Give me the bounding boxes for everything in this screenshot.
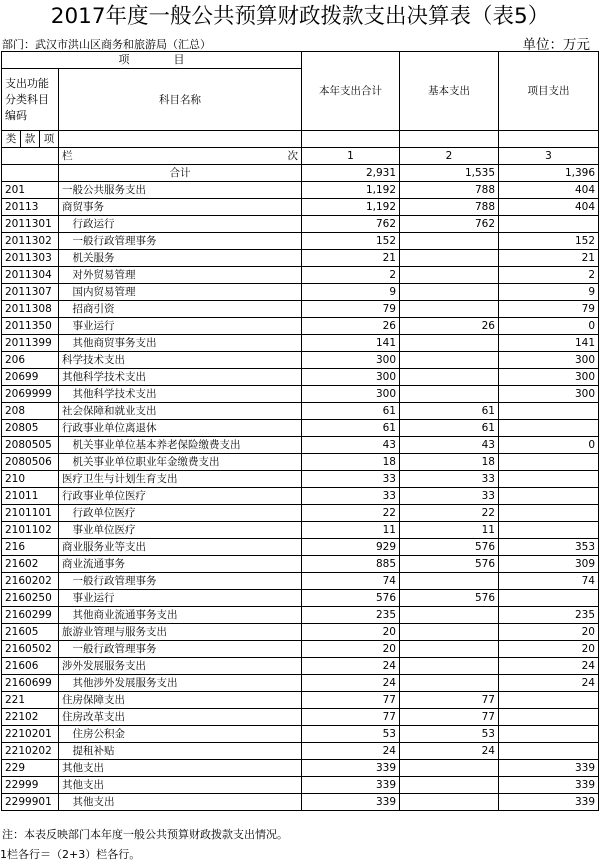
row-basic: [400, 267, 499, 284]
row-total: 22: [302, 505, 400, 522]
header-kuan: 款: [21, 131, 40, 148]
row-total: 235: [302, 607, 400, 624]
table-row: [2, 267, 599, 284]
row-project: 404: [499, 199, 599, 216]
row-name: 其他涉外发展服务支出: [59, 675, 302, 692]
row-name: 一般公共服务支出: [59, 182, 302, 199]
header-col3: 项目支出: [499, 52, 599, 131]
row-total: 33: [302, 488, 400, 505]
row-basic: 18: [400, 454, 499, 471]
row-total: 21: [302, 250, 400, 267]
row-project: 20: [499, 641, 599, 658]
header-spacer-3: [499, 131, 599, 148]
row-project: 300: [499, 369, 599, 386]
row-total: 929: [302, 539, 400, 556]
total-label: 合计: [59, 165, 302, 182]
row-basic: 43: [400, 437, 499, 454]
row-project: [499, 403, 599, 420]
table-row: [2, 199, 599, 216]
row-name: 住房保障支出: [59, 692, 302, 709]
row-code: 2011350: [2, 318, 59, 335]
row-project: 309: [499, 556, 599, 573]
row-code: 2011308: [2, 301, 59, 318]
row-project: 0: [499, 437, 599, 454]
header-lan-cell: [59, 148, 302, 165]
row-code: 2210201: [2, 726, 59, 743]
row-total: 300: [302, 386, 400, 403]
row-name: 其他科学技术支出: [59, 386, 302, 403]
row-project: [499, 454, 599, 471]
row-name: 事业单位医疗: [59, 522, 302, 539]
row-total: 18: [302, 454, 400, 471]
table-row: [2, 675, 599, 692]
header-spacer-2: [400, 131, 499, 148]
row-basic: 61: [400, 420, 499, 437]
row-code: 2011399: [2, 335, 59, 352]
table-row: [2, 318, 599, 335]
row-project: [499, 216, 599, 233]
row-code: 208: [2, 403, 59, 420]
row-total: 300: [302, 352, 400, 369]
row-project: [499, 692, 599, 709]
row-name: 一般行政管理事务: [59, 641, 302, 658]
row-basic: 77: [400, 692, 499, 709]
row-basic: 26: [400, 318, 499, 335]
row-project: 152: [499, 233, 599, 250]
row-total: 20: [302, 641, 400, 658]
row-total: 77: [302, 709, 400, 726]
row-project: 353: [499, 539, 599, 556]
table-row: [2, 692, 599, 709]
header-n2: 2: [400, 148, 499, 165]
row-total: 24: [302, 658, 400, 675]
total-code: [2, 165, 59, 182]
row-basic: [400, 624, 499, 641]
row-code: 210: [2, 471, 59, 488]
footnote-2: 1栏各行＝（2+3）栏各行。: [0, 848, 141, 861]
row-total: 24: [302, 675, 400, 692]
row-basic: [400, 777, 499, 794]
row-code: 2011304: [2, 267, 59, 284]
row-name: 社会保障和就业支出: [59, 403, 302, 420]
total-v1: 2,931: [302, 165, 400, 182]
row-basic: [400, 335, 499, 352]
row-total: 300: [302, 369, 400, 386]
row-project: [499, 471, 599, 488]
row-total: 762: [302, 216, 400, 233]
header-col1: 本年支出合计: [302, 52, 400, 131]
row-name: 住房改革支出: [59, 709, 302, 726]
row-basic: [400, 573, 499, 590]
row-total: 53: [302, 726, 400, 743]
row-total: 339: [302, 777, 400, 794]
table-row: [2, 437, 599, 454]
header-lan: 栏: [62, 150, 73, 162]
row-basic: 11: [400, 522, 499, 539]
row-code: 21011: [2, 488, 59, 505]
row-total: 33: [302, 471, 400, 488]
row-name: 住房公积金: [59, 726, 302, 743]
row-name: 机关事业单位职业年金缴费支出: [59, 454, 302, 471]
table-row: [2, 369, 599, 386]
row-code: 21605: [2, 624, 59, 641]
row-code: 2160250: [2, 590, 59, 607]
total-row: [2, 165, 599, 182]
row-total: 26: [302, 318, 400, 335]
row-basic: [400, 233, 499, 250]
row-code: 2080506: [2, 454, 59, 471]
row-code: 229: [2, 760, 59, 777]
row-project: 79: [499, 301, 599, 318]
row-project: 24: [499, 658, 599, 675]
row-code: 2011307: [2, 284, 59, 301]
row-basic: 77: [400, 709, 499, 726]
unit-label: 单位：万元: [522, 37, 590, 53]
row-code: 2011302: [2, 233, 59, 250]
row-code: 20805: [2, 420, 59, 437]
header-lei: 类: [2, 131, 21, 148]
row-code: 2160699: [2, 675, 59, 692]
row-code: 21606: [2, 658, 59, 675]
row-code: 2011301: [2, 216, 59, 233]
table-row: [2, 403, 599, 420]
row-name: 医疗卫生与计划生育支出: [59, 471, 302, 488]
row-name: 其他科学技术支出: [59, 369, 302, 386]
table-row: [2, 641, 599, 658]
header-row-numbers: [2, 148, 599, 165]
table-row: [2, 301, 599, 318]
row-code: 206: [2, 352, 59, 369]
row-total: 61: [302, 420, 400, 437]
table-row: [2, 284, 599, 301]
row-name: 旅游业管理与服务支出: [59, 624, 302, 641]
row-name: 涉外发展服务支出: [59, 658, 302, 675]
row-basic: 788: [400, 199, 499, 216]
row-basic: 22: [400, 505, 499, 522]
row-project: 20: [499, 624, 599, 641]
row-basic: [400, 794, 499, 811]
row-name: 行政运行: [59, 216, 302, 233]
row-total: 1,192: [302, 182, 400, 199]
table-row: [2, 726, 599, 743]
row-code: 2210202: [2, 743, 59, 760]
row-basic: 762: [400, 216, 499, 233]
row-code: 221: [2, 692, 59, 709]
table-row: [2, 539, 599, 556]
row-code: 2160299: [2, 607, 59, 624]
table-row: [2, 454, 599, 471]
row-project: 21: [499, 250, 599, 267]
row-name: 行政事业单位离退休: [59, 420, 302, 437]
header-item: 项 目: [2, 52, 302, 69]
table-row: [2, 794, 599, 811]
header-row-item: [2, 52, 599, 69]
row-project: 300: [499, 386, 599, 403]
row-total: 43: [302, 437, 400, 454]
row-code: 2069999: [2, 386, 59, 403]
row-name: 商业流通事务: [59, 556, 302, 573]
row-basic: 576: [400, 556, 499, 573]
row-basic: [400, 352, 499, 369]
row-name: 一般行政管理事务: [59, 233, 302, 250]
table-row: [2, 607, 599, 624]
table-row: [2, 250, 599, 267]
row-basic: [400, 641, 499, 658]
header-n3: 3: [499, 148, 599, 165]
row-project: 141: [499, 335, 599, 352]
row-code: 20699: [2, 369, 59, 386]
row-project: 0: [499, 318, 599, 335]
header-lan-blank: [2, 148, 59, 165]
row-basic: [400, 284, 499, 301]
table-row: [2, 420, 599, 437]
row-name: 其他支出: [59, 760, 302, 777]
table-row: [2, 760, 599, 777]
row-project: 404: [499, 182, 599, 199]
header-n1: 1: [302, 148, 400, 165]
row-project: [499, 709, 599, 726]
row-total: 77: [302, 692, 400, 709]
header-xiang: 项: [40, 131, 59, 148]
header-code-label: 支出功能分类科目编码: [2, 69, 59, 131]
table-row: [2, 352, 599, 369]
row-total: 339: [302, 794, 400, 811]
row-basic: 33: [400, 488, 499, 505]
table-row: [2, 522, 599, 539]
row-name: 其他支出: [59, 777, 302, 794]
row-name: 对外贸易管理: [59, 267, 302, 284]
row-total: 576: [302, 590, 400, 607]
row-code: 2299901: [2, 794, 59, 811]
table-row: [2, 658, 599, 675]
table-row: [2, 505, 599, 522]
table-row: [2, 488, 599, 505]
table-row: [2, 709, 599, 726]
row-basic: [400, 250, 499, 267]
row-code: 2101102: [2, 522, 59, 539]
table-row: [2, 624, 599, 641]
row-total: 339: [302, 760, 400, 777]
row-total: 2: [302, 267, 400, 284]
total-v3: 1,396: [499, 165, 599, 182]
row-code: 21602: [2, 556, 59, 573]
row-basic: [400, 675, 499, 692]
row-name: 科学技术支出: [59, 352, 302, 369]
row-basic: 33: [400, 471, 499, 488]
row-total: 152: [302, 233, 400, 250]
row-name: 一般行政管理事务: [59, 573, 302, 590]
row-code: 20113: [2, 199, 59, 216]
row-name: 事业运行: [59, 590, 302, 607]
row-project: [499, 590, 599, 607]
row-code: 2160502: [2, 641, 59, 658]
row-code: 2011303: [2, 250, 59, 267]
department-label: 部门：武汉市洪山区商务和旅游局（汇总）: [2, 38, 211, 51]
row-basic: [400, 760, 499, 777]
row-basic: 53: [400, 726, 499, 743]
table-row: [2, 590, 599, 607]
row-basic: [400, 386, 499, 403]
row-total: 141: [302, 335, 400, 352]
row-basic: [400, 607, 499, 624]
table-row: [2, 573, 599, 590]
row-basic: [400, 658, 499, 675]
table-row: [2, 471, 599, 488]
table-row: [2, 386, 599, 403]
row-basic: 788: [400, 182, 499, 199]
report-title: 2017年度一般公共预算财政拨款支出决算表（表5）: [50, 4, 550, 29]
row-code: 201: [2, 182, 59, 199]
row-total: 885: [302, 556, 400, 573]
row-project: 24: [499, 675, 599, 692]
total-v2: 1,535: [400, 165, 499, 182]
row-project: 339: [499, 794, 599, 811]
row-project: 339: [499, 760, 599, 777]
row-project: [499, 488, 599, 505]
table-row: [2, 335, 599, 352]
header-ci: 次: [287, 150, 298, 162]
row-basic: 61: [400, 403, 499, 420]
table-row: [2, 216, 599, 233]
row-code: 2080505: [2, 437, 59, 454]
footnote-1: 注：本表反映部门本年度一般公共预算财政拨款支出情况。: [2, 828, 288, 841]
row-name: 商业服务业等支出: [59, 539, 302, 556]
table-row: [2, 233, 599, 250]
row-basic: 24: [400, 743, 499, 760]
table-row: [2, 777, 599, 794]
row-code: 2101101: [2, 505, 59, 522]
row-name: 行政单位医疗: [59, 505, 302, 522]
row-total: 9: [302, 284, 400, 301]
row-name: 提租补贴: [59, 743, 302, 760]
row-project: 339: [499, 777, 599, 794]
row-name: 招商引资: [59, 301, 302, 318]
header-spacer-1: [302, 131, 400, 148]
row-project: 300: [499, 352, 599, 369]
row-project: 9: [499, 284, 599, 301]
header-col2: 基本支出: [400, 52, 499, 131]
row-name: 机关服务: [59, 250, 302, 267]
row-total: 11: [302, 522, 400, 539]
row-code: 22102: [2, 709, 59, 726]
row-basic: [400, 369, 499, 386]
row-total: 1,192: [302, 199, 400, 216]
row-code: 2160202: [2, 573, 59, 590]
row-name: 机关事业单位基本养老保险缴费支出: [59, 437, 302, 454]
header-name-label: 科目名称: [59, 69, 302, 131]
row-code: 22999: [2, 777, 59, 794]
row-basic: [400, 301, 499, 318]
row-name: 事业运行: [59, 318, 302, 335]
row-project: 235: [499, 607, 599, 624]
row-code: 216: [2, 539, 59, 556]
row-project: [499, 726, 599, 743]
row-project: 74: [499, 573, 599, 590]
row-basic: 576: [400, 590, 499, 607]
row-name: 行政事业单位医疗: [59, 488, 302, 505]
row-name: 其他商贸事务支出: [59, 335, 302, 352]
row-total: 20: [302, 624, 400, 641]
row-project: [499, 743, 599, 760]
table-row: [2, 182, 599, 199]
row-total: 74: [302, 573, 400, 590]
row-name: 国内贸易管理: [59, 284, 302, 301]
table-row: [2, 556, 599, 573]
row-total: 79: [302, 301, 400, 318]
row-total: 61: [302, 403, 400, 420]
row-name: 商贸事务: [59, 199, 302, 216]
row-basic: 576: [400, 539, 499, 556]
row-project: [499, 505, 599, 522]
row-total: 24: [302, 743, 400, 760]
row-project: 2: [499, 267, 599, 284]
row-project: [499, 522, 599, 539]
row-project: [499, 420, 599, 437]
row-name: 其他商业流通事务支出: [59, 607, 302, 624]
row-name: 其他支出: [59, 794, 302, 811]
table-row: [2, 743, 599, 760]
budget-table: [1, 51, 599, 811]
